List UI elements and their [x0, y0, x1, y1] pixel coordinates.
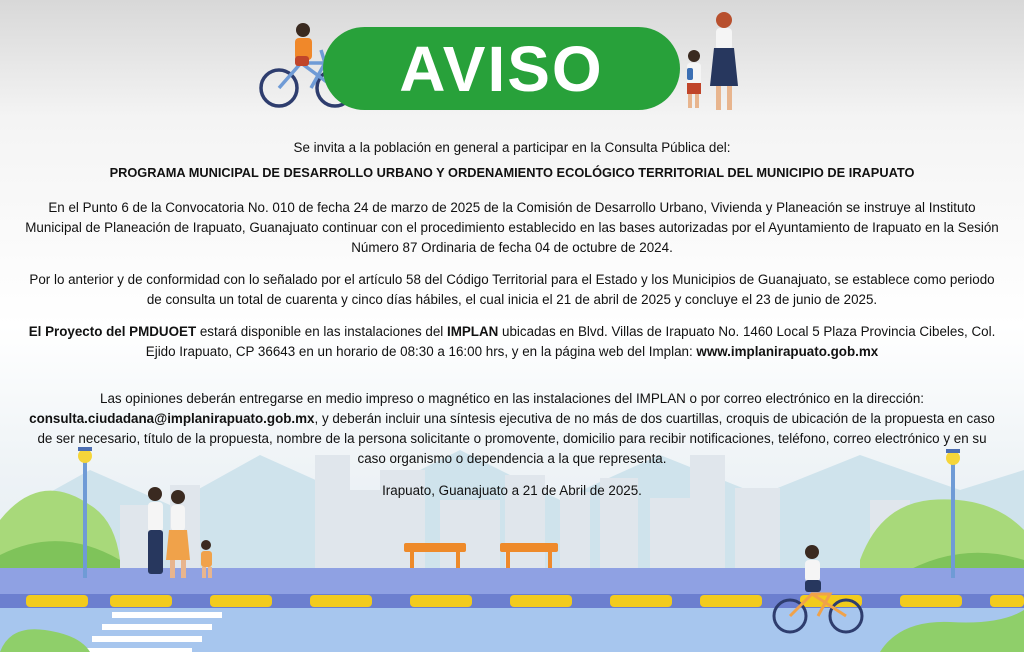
email-link[interactable]: consulta.ciudadana@implanirapuato.gob.mx	[29, 411, 315, 426]
project-label: El Proyecto del PMDUOET	[28, 324, 197, 339]
submissions-text-a: Las opiniones deberán entregarse en medio impreso o magnético en las instalaciones del IMPLAN o por correo electrónico en la dirección:	[100, 391, 924, 406]
date-line: Irapuato, Guanajuato a 21 de Abril de 2025.	[382, 483, 642, 498]
availability-text-b: ubicadas en Blvd. Villas de Irapuato No. 1460 Local 5 Plaza Provincia Cibeles, Col. Ejido Irapuato, CP 36643 en un horario de 08:30 a 16:00 hrs, y en la página web del Implan:	[145, 324, 996, 359]
implan-label: IMPLAN	[446, 324, 499, 339]
paragraph-consultation-period: Por lo anterior y de conformidad con lo señalado por el artículo 58 del Código Territorial para el Estado y los Municipios de Guanajuato, se establece como periodo de consulta un total de cuarenta y cinco días hábiles, el cual inicia el 21 de abril de 2025 y concluye el 23 de junio de 2025.	[29, 272, 995, 307]
paragraph-submissions	[24, 389, 1000, 469]
submissions-text-b: , y deberán incluir una síntesis ejecutiva de no más de dos cuartillas, croquis de ubicación de la propuesta en caso de ser necesario, título de la propuesta, nombre de la persona solicitante o promovente, domicilio para recibir notificaciones, teléfono, correo electrónico y en su caso organismo o dependencia a la que representa.	[37, 411, 995, 466]
website-link[interactable]: www.implanirapuato.gob.mx	[696, 344, 879, 359]
paragraph-convocatoria: En el Punto 6 de la Convocatoria No. 010 de fecha 24 de marzo de 2025 de la Comisión de Desarrollo Urbano, Vivienda y Planeación se instruye al Instituto Municipal de Planeación de Irapuato, Guanajuato continuar con el procedimiento establecido en las bases autorizadas por el Ayuntamiento de Irapuato en la Sesión Número 87 Ordinaria de fecha 04 de octubre de 2024.	[25, 200, 999, 255]
program-title: PROGRAMA MUNICIPAL DE DESARROLLO URBANO Y ORDENAMIENTO ECOLÓGICO TERRITORIAL DEL MUNICIPIO DE IRAPUATO	[109, 165, 915, 180]
aviso-banner	[323, 27, 680, 110]
intro-text: Se invita a la población en general a participar en la Consulta Pública del:	[293, 140, 731, 155]
paragraph-availability	[24, 322, 1000, 362]
aviso-title: AVISO	[399, 32, 604, 105]
availability-text-a: estará disponible en las instalaciones del	[196, 324, 447, 339]
